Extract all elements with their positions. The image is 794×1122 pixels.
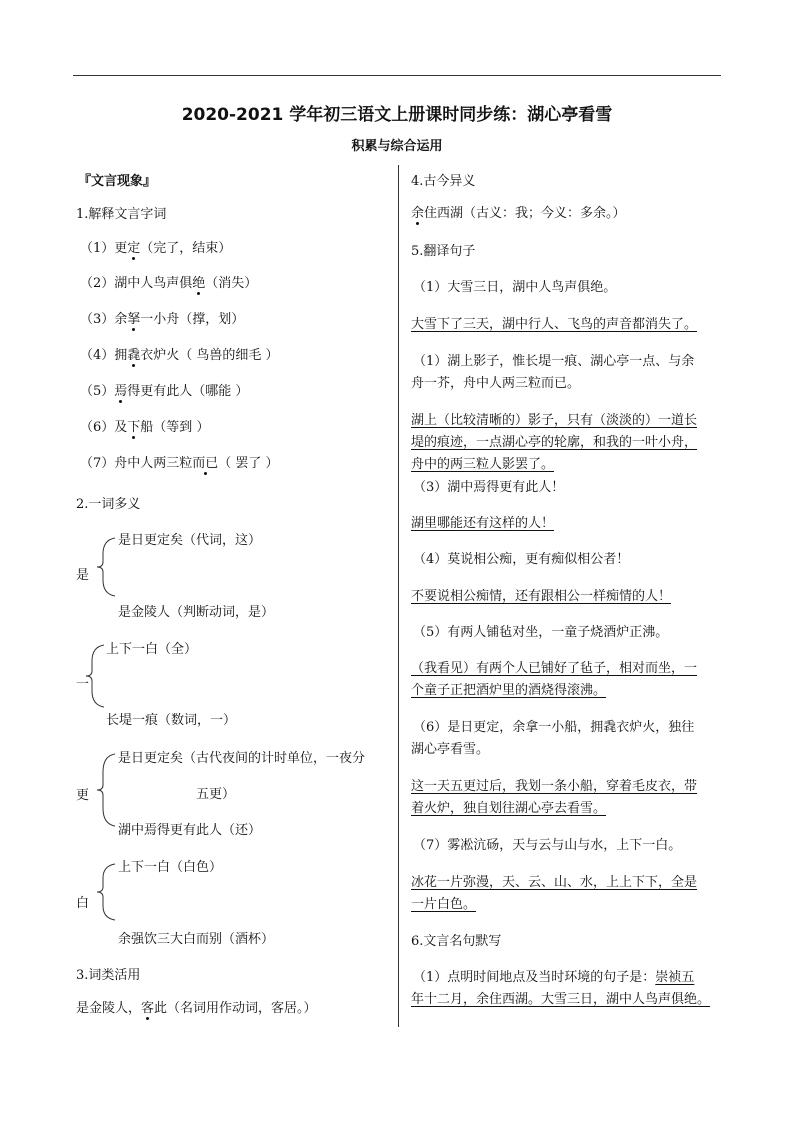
translation-answer: 这一天五更过后，我划一条小船，穿着毛皮衣，带 — [411, 779, 698, 794]
q1-item: （5）焉得更有此人（哪能 ） — [80, 384, 249, 399]
q5-heading: 5.翻译句子 — [411, 244, 476, 259]
emphasis-dot: 焉 — [114, 384, 128, 399]
polysemy-char: 更 — [76, 788, 90, 803]
translation-answer: 湖上（比较清晰的）影子，只有（淡淡的）一道长 — [411, 413, 698, 428]
q1-item: （1）更定（完了，结束） — [80, 241, 232, 256]
polysemy-sense: 上下一白（白色） — [118, 860, 223, 875]
translation-question: （4）莫说相公痴，更有痴似相公者！ — [413, 552, 630, 567]
q4-item: 余住西湖（古义：我；今义：多余。） — [411, 206, 626, 221]
polysemy-sense: 是金陵人（判断动词，是） — [118, 605, 275, 620]
translation-answer: 不要说相公痴情，还有跟相公一样痴情的人！ — [411, 589, 672, 604]
translation-answer: （我看见）有两个人已铺好了毡子，相对而坐，一 — [411, 661, 698, 676]
header-rule — [73, 75, 721, 76]
emphasis-dot: 余 — [411, 206, 425, 221]
brace-icon — [95, 862, 117, 922]
translation-answer: 着火炉，独自划往湖心亭去看雪。 — [411, 801, 607, 816]
q3-item: 是金陵人，客此（名词用作动词，客居。） — [76, 1001, 317, 1016]
q1-item: （2）湖中人鸟声俱绝（消失） — [80, 276, 258, 291]
page-subtitle: 积累与综合运用 — [351, 139, 443, 154]
brace-icon — [95, 752, 117, 828]
translation-question: 湖心亭看雪。 — [411, 742, 490, 757]
polysemy-sense: 是日更定矣（古代夜间的计时单位，一夜分 — [118, 751, 366, 766]
recitation-line: （1）点明时间地点及当时环境的句子是：崇祯五 — [413, 970, 695, 985]
emphasis-dot: 客 — [141, 1001, 155, 1016]
q3-heading: 3.词类活用 — [76, 968, 141, 983]
page-title: 2020-2021 学年初三语文上册课时同步练：湖心亭看雪 — [181, 105, 613, 125]
emphasis-dot: 定 — [127, 241, 141, 256]
translation-question: （3）湖中焉得更有此人！ — [413, 480, 565, 495]
translation-answer: 一片白色。 — [411, 897, 477, 912]
q1-item: （7）舟中人两三粒而已（ 罢了 ） — [80, 456, 279, 471]
translation-answer: 大雪下了三天，湖中行人、飞鸟的声音都消失了。 — [411, 317, 698, 332]
q1-item: （6）及下船（等到 ） — [80, 420, 210, 435]
emphasis-dot: 毳 — [127, 348, 141, 363]
translation-question: 舟一芥，舟中人两三粒而已。 — [411, 376, 581, 391]
q1-item: （4）拥毳衣炉火（ 鸟兽的细毛 ） — [80, 348, 279, 363]
brace-icon — [84, 643, 106, 709]
column-divider — [398, 165, 399, 1027]
emphasis-dot: 而已 — [192, 456, 219, 471]
emphasis-dot: 绝 — [192, 276, 206, 291]
q6-heading: 6.文言名句默写 — [411, 934, 502, 949]
emphasis-dot: 下 — [127, 420, 141, 435]
polysemy-char: 是 — [76, 568, 90, 583]
translation-question: （1）湖上影子，惟长堤一痕、湖心亭一点、与余 — [413, 354, 695, 369]
polysemy-char: 一 — [76, 677, 90, 692]
polysemy-char: 白 — [76, 896, 90, 911]
polysemy-sense: 长堤一痕（数词，一） — [106, 713, 237, 728]
q1-heading: 1.解释文言字词 — [76, 207, 167, 222]
q4-heading: 4.古今异义 — [411, 174, 476, 189]
recitation-answer: 年十二月，余住西湖。大雪三日，湖中人鸟声俱绝。 — [411, 992, 711, 1007]
translation-question: （7）雾凇沆砀，天与云与山与水，上下一白。 — [413, 838, 682, 853]
translation-question: （6）是日更定，余拿一小船，拥毳衣炉火，独往 — [413, 720, 695, 735]
section-heading: 『文言现象』 — [78, 174, 157, 189]
polysemy-sense: 上下一白（全） — [106, 642, 198, 657]
translation-question: （5）有两人铺毡对坐，一童子烧酒炉正沸。 — [413, 625, 669, 640]
recitation-answer: 崇祯五 — [655, 970, 695, 985]
q1-item: （3）余拏一小舟（撑，划） — [80, 312, 245, 327]
polysemy-sense-cont: 五更） — [196, 787, 236, 802]
q2-heading: 2.一词多义 — [76, 497, 141, 512]
polysemy-sense: 是日更定矣（代词，这） — [118, 533, 262, 548]
translation-answer: 堤的痕迹，一点湖心亭的轮廓，和我的一叶小舟， — [411, 435, 698, 450]
translation-answer: 个童子正把酒炉里的酒烧得滚沸。 — [411, 683, 607, 698]
polysemy-sense: 余强饮三大白而别（酒杯） — [118, 932, 275, 947]
translation-question: （1）大雪三日，湖中人鸟声俱绝。 — [413, 280, 617, 295]
translation-answer: 舟中的两三粒人影罢了。 — [411, 457, 555, 472]
translation-answer: 湖里哪能还有这样的人！ — [411, 516, 555, 531]
translation-answer: 冰花一片弥漫，天、云、山、水，上上下下，全是 — [411, 875, 698, 890]
polysemy-sense: 湖中焉得更有此人（还） — [118, 823, 262, 838]
brace-icon — [95, 536, 117, 598]
emphasis-dot: 拏 — [127, 312, 141, 327]
